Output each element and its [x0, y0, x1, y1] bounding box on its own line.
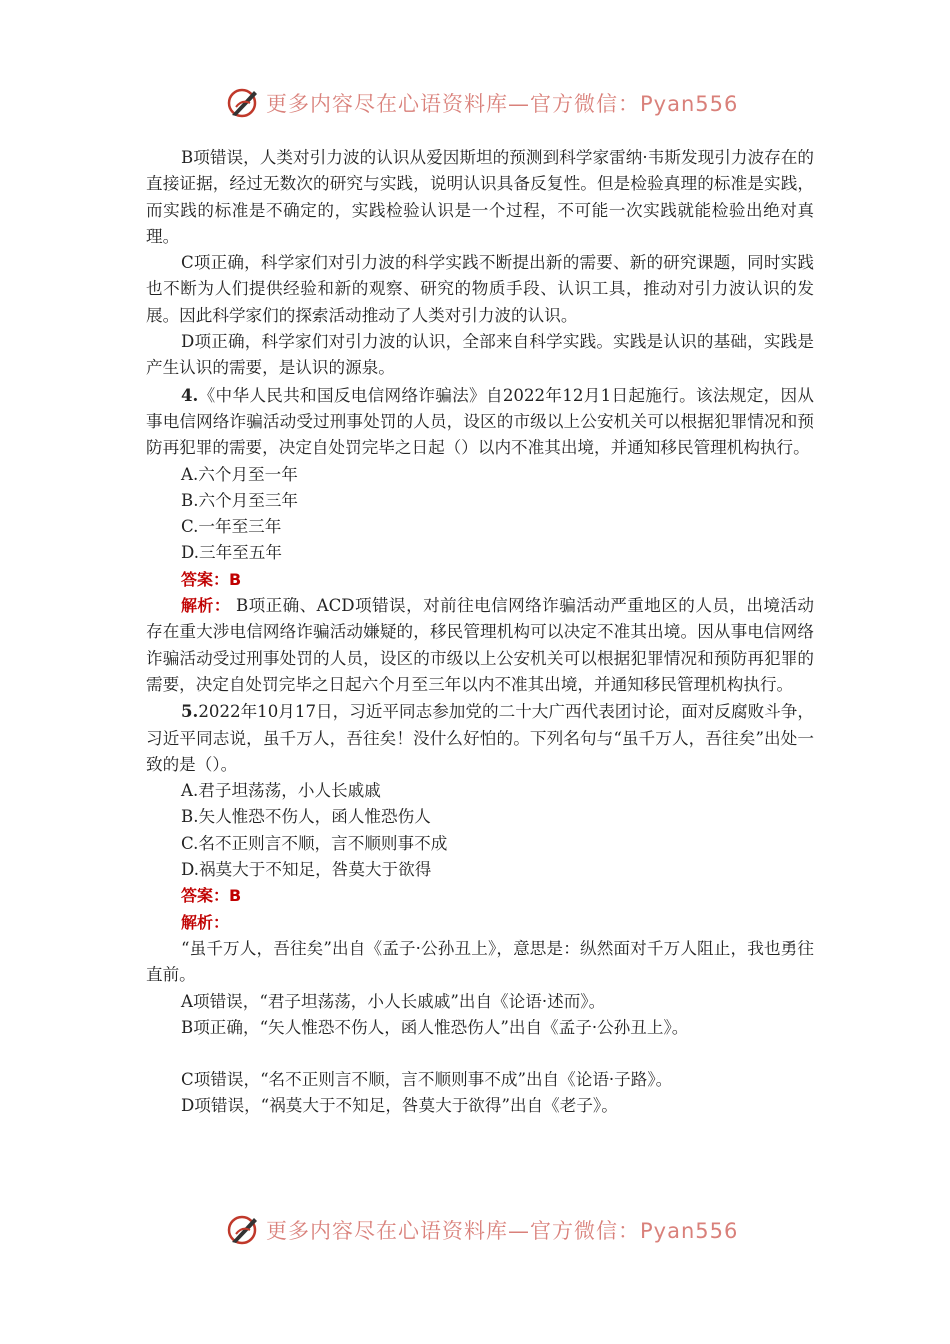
question-5-stem: [146, 698, 814, 778]
question-4-number: 4.: [181, 384, 199, 405]
question-5-number: 5.: [181, 701, 199, 722]
question-4-option-b: B.六个月至三年: [181, 490, 299, 510]
footer-banner-text: 更多内容尽在心语资料库—官方微信：Pyan556: [266, 1219, 739, 1243]
paragraph-b-wrong: B项错误，人类对引力波的认识从爱因斯坦的预测到科学家雷纳·韦斯发现引力波存在的直接证据，经过无数次的研究与实践，说明认识具备反复性。但是检验真理的标准是实践，而实践的标准是不确定的，实践检验认识是一个过程，不可能一次实践就能检验出绝对真理。: [146, 148, 814, 246]
question-5-answer: 答案：B: [181, 886, 242, 906]
header-banner-text: 更多内容尽在心语资料库—官方微信：Pyan556: [266, 92, 739, 116]
paragraph-d-right: D项正确，科学家们对引力波的认识，全部来自科学实践。实践是认识的基础，实践是产生认识的需要，是认识的源泉。: [146, 332, 814, 378]
question-4-option-d: D.三年至五年: [181, 543, 282, 563]
question-4-stem: [146, 382, 814, 462]
question-5-option-c: C.名不正则言不顺，言不顺则事不成: [181, 833, 448, 853]
question-4-option-a: A.六个月至一年: [181, 464, 298, 484]
document-body: [146, 145, 814, 1120]
question-5-analysis-label: 解析：: [181, 912, 230, 932]
brand-logo-icon: [226, 1212, 262, 1248]
question-4-text: 《中华人民共和国反电信网络诈骗法》自2022年12月1日起施行。该法规定，因从事电信网络诈骗活动受过刑事处罚的人员，设区的市级以上公安机关可以根据犯罪情况和预防再犯罪的需要，决定自处罚完毕之日起（）以内不准其出境，并通知移民管理机构执行。: [146, 385, 814, 458]
footer-banner: [0, 1210, 950, 1250]
question-5-option-b: B.矢人惟恐不伤人，函人惟恐伤人: [181, 807, 431, 827]
question-5-analysis-line: “虽千万人，吾往矣”出自《孟子·公孙丑上》，意思是：纵然面对千万人阻止，我也勇往直前。: [146, 938, 814, 985]
question-5-analysis-line: D项错误，“祸莫大于不知足，咎莫大于欲得”出自《老子》。: [181, 1096, 618, 1116]
brand-logo-icon: [226, 85, 262, 121]
spacer: [146, 1041, 814, 1067]
question-4-answer: 答案：B: [181, 569, 242, 589]
question-4-analysis-text: B项正确、ACD项错误，对前往电信网络诈骗活动严重地区的人员，出境活动存在重大涉电信网络诈骗活动嫌疑的，移民管理机构可以决定不准其出境。因从事电信网络诈骗活动受过刑事处罚的人员，设区的市级以上公安机关可以根据犯罪情况和预防再犯罪的需要，决定自处罚完毕之日起六个月至三年以内不准其出境，并通知移民管理机构执行。: [146, 596, 814, 694]
question-5-option-a: A.君子坦荡荡，小人长戚戚: [181, 781, 381, 801]
question-4-option-c: C.一年至三年: [181, 517, 282, 537]
header-banner: [0, 83, 950, 123]
question-5-text: 2022年10月17日，习近平同志参加党的二十大广西代表团讨论，面对反腐败斗争，习近平同志说，虽千万人，吾往矣！没什么好怕的。下列名句与“虽千万人，吾往矣”出处一致的是（）。: [146, 702, 814, 774]
question-5-analysis-line: A项错误，“君子坦荡荡，小人长戚戚”出自《论语·述而》。: [181, 991, 606, 1011]
question-5-analysis-line: C项错误，“名不正则言不顺，言不顺则事不成”出自《论语·子路》。: [181, 1070, 673, 1090]
paragraph-c-right: C项正确，科学家们对引力波的科学实践不断提出新的需要、新的研究课题，同时实践也不断为人们提供经验和新的观察、研究的物质手段、认识工具，推动对引力波认识的发展。因此科学家们的探索活动推动了人类对引力波的认识。: [146, 253, 814, 325]
question-4-analysis-label: 解析：: [181, 596, 231, 616]
question-5-option-d: D.祸莫大于不知足，咎莫大于欲得: [181, 860, 432, 880]
question-4-analysis: [146, 593, 814, 698]
question-5-analysis-line: B项正确，“矢人惟恐不伤人，函人惟恐伤人”出自《孟子·公孙丑上》。: [181, 1017, 689, 1037]
